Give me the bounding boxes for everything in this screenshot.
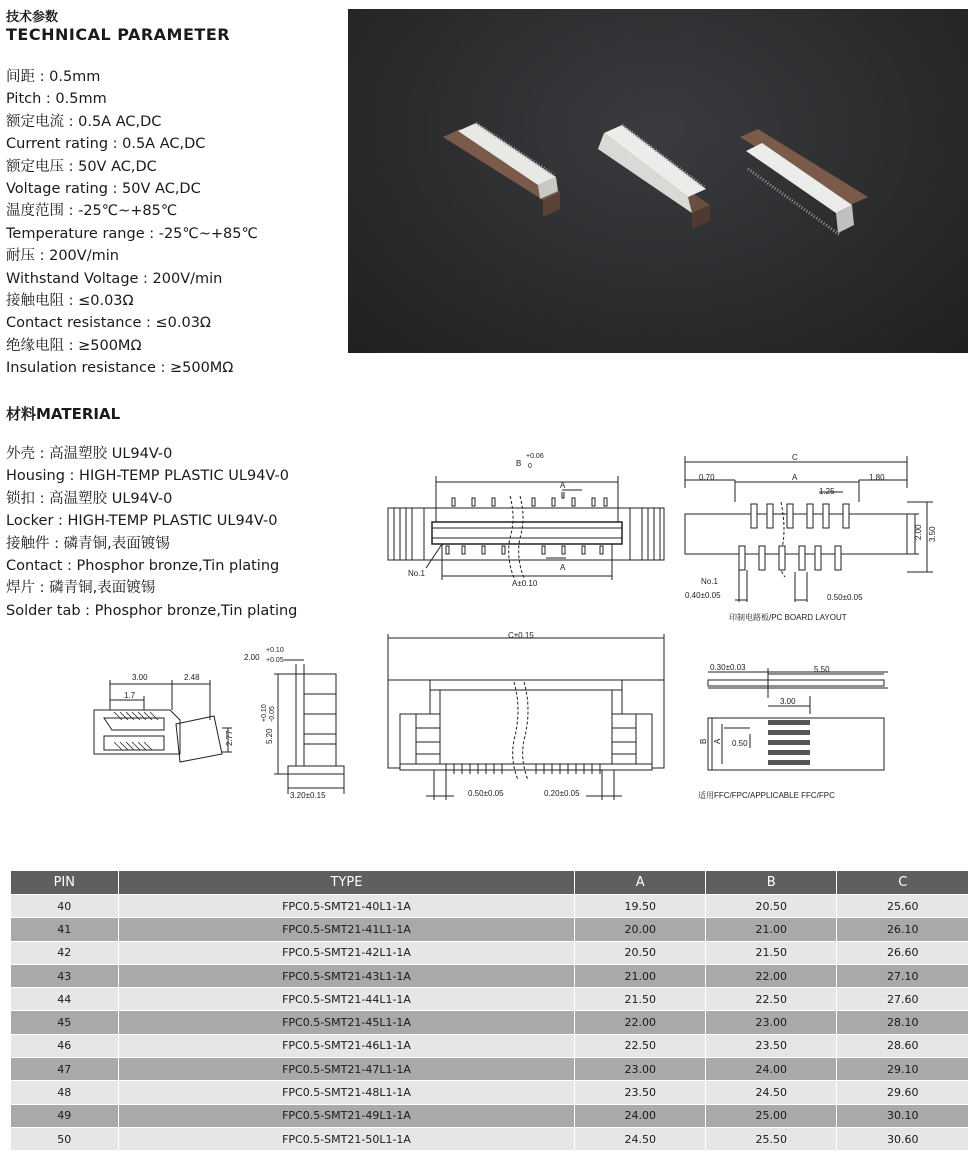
dim-b: B: [516, 459, 522, 468]
cell-c: 26.60: [837, 941, 968, 964]
fpc-caption: 适用FFC/FPC/APPLICABLE FFC/FPC: [698, 791, 835, 800]
cell-c: 28.10: [837, 1011, 968, 1034]
cell-type: FPC0.5-SMT21-43L1-1A: [118, 964, 575, 987]
material-item: Solder tab : Phosphor bronze,Tin plating: [6, 602, 298, 619]
front-dim-020: 0.20±0.05: [544, 789, 580, 798]
cell-pin: 41: [11, 918, 118, 941]
top-view-drawing: [386, 448, 668, 588]
title-en: TECHNICAL PARAMETER: [6, 25, 231, 44]
product-photo: [348, 9, 968, 353]
front-dim-c: C±0.15: [508, 631, 534, 640]
pcb-dim-a: A: [792, 473, 798, 482]
material-item: 外壳 : 高温塑胶 UL94V-0: [6, 446, 173, 462]
col-header-c: C: [837, 871, 968, 895]
pcb-dim-200: 2.00: [914, 524, 923, 540]
pcb-dim-c: C: [792, 453, 798, 462]
dim-a-tol: A±0.10: [512, 579, 538, 588]
table-row: [11, 988, 968, 1011]
cell-type: FPC0.5-SMT21-41L1-1A: [118, 918, 575, 941]
spec-item: Withstand Voltage : 200V/min: [6, 270, 223, 287]
spec-item: 温度范围 : -25℃~+85℃: [6, 203, 178, 220]
section-drawing: [84, 670, 244, 770]
table-row: [11, 964, 968, 987]
section-dim-300: 3.00: [132, 673, 148, 682]
spec-table: [11, 871, 968, 1150]
material-item: Contact : Phosphor bronze,Tin plating: [6, 558, 280, 575]
cell-type: FPC0.5-SMT21-46L1-1A: [118, 1034, 575, 1057]
title-cn: 技术参数: [6, 10, 59, 25]
spec-item: 绝缘电阻 : ≥500MΩ: [6, 337, 142, 354]
dim-b-tol-plus: +0.06: [526, 453, 544, 460]
cell-pin: 44: [11, 988, 118, 1011]
cell-pin: 50: [11, 1127, 118, 1150]
table-row: [11, 1058, 968, 1081]
table-row: [11, 1034, 968, 1057]
cell-c: 25.60: [837, 895, 968, 918]
col-header-b: B: [705, 871, 837, 895]
spec-item: 额定电流 : 0.5A AC,DC: [6, 113, 162, 130]
cell-a: 24.50: [575, 1127, 706, 1150]
spec-item: 接触电阻 : ≤0.03Ω: [6, 293, 134, 310]
cell-a: 20.00: [575, 918, 706, 941]
cell-b: 23.00: [705, 1011, 837, 1034]
pcb-dim-125: 1.25: [819, 487, 835, 496]
table-row: [11, 1127, 968, 1150]
spec-item: Contact resistance : ≤0.03Ω: [6, 315, 211, 332]
cell-type: FPC0.5-SMT21-45L1-1A: [118, 1011, 575, 1034]
cell-pin: 49: [11, 1104, 118, 1127]
connector-right: [740, 129, 868, 235]
cell-b: 21.50: [705, 941, 837, 964]
front-view-drawing: [386, 630, 668, 802]
side-dim-520: 5.20: [265, 728, 274, 744]
cell-b: 20.50: [705, 895, 837, 918]
cell-a: 22.50: [575, 1034, 706, 1057]
cell-c: 27.60: [837, 988, 968, 1011]
spec-item: Pitch : 0.5mm: [6, 91, 107, 108]
cell-b: 24.00: [705, 1058, 837, 1081]
material-title: 材料MATERIAL: [6, 405, 121, 423]
cell-a: 22.00: [575, 1011, 706, 1034]
side-dim-320: 3.20±0.15: [290, 791, 326, 800]
fpc-drawing: [698, 658, 888, 804]
spec-item: 额定电压 : 50V AC,DC: [6, 158, 157, 175]
table-row: [11, 1081, 968, 1104]
connector-left: [443, 123, 560, 217]
cell-b: 22.50: [705, 988, 837, 1011]
col-header-pin: PIN: [11, 871, 118, 895]
connector-photo-illustration: [348, 9, 968, 353]
connector-middle: [598, 125, 710, 229]
no1-label: No.1: [408, 569, 425, 578]
side-view-drawing: [244, 644, 354, 800]
material-item: 焊片 : 磷青铜,表面镀锡: [6, 580, 156, 597]
spec-list: [6, 66, 346, 380]
cell-c: 30.10: [837, 1104, 968, 1127]
cell-c: 28.60: [837, 1034, 968, 1057]
cell-type: FPC0.5-SMT21-49L1-1A: [118, 1104, 575, 1127]
cell-pin: 46: [11, 1034, 118, 1057]
pcb-layout-drawing: [683, 452, 943, 624]
cell-c: 29.60: [837, 1081, 968, 1104]
spec-item: Current rating : 0.5A AC,DC: [6, 136, 206, 153]
spec-item: 耐压 : 200V/min: [6, 248, 119, 265]
cell-pin: 45: [11, 1011, 118, 1034]
side-dim-520-tol2: -0.05: [269, 706, 276, 722]
cell-a: 19.50: [575, 895, 706, 918]
cell-type: FPC0.5-SMT21-48L1-1A: [118, 1081, 575, 1104]
side-dim-520-tol1: +0.10: [261, 704, 268, 722]
cell-pin: 47: [11, 1058, 118, 1081]
section-dim-248: 2.48: [184, 673, 200, 682]
pcb-dim-180: 1.80: [869, 473, 885, 482]
cell-a: 24.00: [575, 1104, 706, 1127]
cell-c: 26.10: [837, 918, 968, 941]
cell-pin: 48: [11, 1081, 118, 1104]
pcb-caption: 印制电路板/PC BOARD LAYOUT: [729, 613, 847, 622]
pcb-no1: No.1: [701, 577, 718, 586]
cell-a: 21.00: [575, 964, 706, 987]
section-dim-17: 1.7: [124, 691, 136, 700]
dim-a-top: A: [560, 481, 566, 490]
fpc-dim-030: 0.30±0.03: [710, 663, 746, 672]
table-row: [11, 918, 968, 941]
spec-item: Voltage rating : 50V AC,DC: [6, 181, 201, 198]
cell-b: 23.50: [705, 1034, 837, 1057]
fpc-dim-300: 3.00: [780, 697, 796, 706]
fpc-dim-550: 5.50: [814, 665, 830, 674]
side-dim-200-tol1: +0.10: [266, 647, 284, 654]
front-dim-050: 0.50±0.05: [468, 789, 504, 798]
cell-b: 25.00: [705, 1104, 837, 1127]
pcb-dim-350: 3.50: [928, 526, 937, 542]
cell-b: 21.00: [705, 918, 837, 941]
pcb-dim-050: 0.50±0.05: [827, 593, 863, 602]
table-row: [11, 941, 968, 964]
spec-item: 间距 : 0.5mm: [6, 69, 101, 85]
section-dim-277: 2.77: [225, 730, 234, 746]
col-header-a: A: [575, 871, 706, 895]
dim-b-tol-base: 0: [528, 463, 532, 470]
material-item: 接触件 : 磷青铜,表面镀锡: [6, 535, 170, 552]
cell-a: 23.00: [575, 1058, 706, 1081]
spec-item: Insulation resistance : ≥500MΩ: [6, 360, 234, 377]
side-dim-200: 2.00: [244, 653, 260, 662]
cell-c: 27.10: [837, 964, 968, 987]
pcb-dim-070: 0.70: [699, 473, 715, 482]
cell-type: FPC0.5-SMT21-40L1-1A: [118, 895, 575, 918]
cell-type: FPC0.5-SMT21-42L1-1A: [118, 941, 575, 964]
cell-pin: 43: [11, 964, 118, 987]
side-dim-200-tol2: +0.05: [266, 657, 284, 664]
dim-a-bottom: A: [560, 563, 566, 572]
cell-a: 20.50: [575, 941, 706, 964]
cell-type: FPC0.5-SMT21-44L1-1A: [118, 988, 575, 1011]
material-item: 锁扣 : 高温塑胶 UL94V-0: [6, 490, 173, 507]
cell-type: FPC0.5-SMT21-50L1-1A: [118, 1127, 575, 1150]
cell-c: 29.10: [837, 1058, 968, 1081]
cell-b: 25.50: [705, 1127, 837, 1150]
table-row: [11, 1011, 968, 1034]
cell-b: 24.50: [705, 1081, 837, 1104]
fpc-dim-b: B: [699, 738, 708, 744]
material-item: Locker : HIGH-TEMP PLASTIC UL94V-0: [6, 513, 278, 530]
pcb-dim-040: 0.40±0.05: [685, 591, 721, 600]
table-row: [11, 1104, 968, 1127]
table-header-row: [11, 871, 968, 895]
cell-c: 30.60: [837, 1127, 968, 1150]
fpc-dim-a: A: [713, 738, 722, 744]
cell-b: 22.00: [705, 964, 837, 987]
material-item: Housing : HIGH-TEMP PLASTIC UL94V-0: [6, 468, 289, 485]
col-header-type: TYPE: [118, 871, 575, 895]
table-row: [11, 895, 968, 918]
fpc-dim-050: 0.50: [732, 739, 748, 748]
cell-type: FPC0.5-SMT21-47L1-1A: [118, 1058, 575, 1081]
spec-item: Temperature range : -25℃~+85℃: [6, 225, 258, 242]
material-list: [6, 443, 346, 622]
cell-a: 21.50: [575, 988, 706, 1011]
cell-pin: 42: [11, 941, 118, 964]
cell-pin: 40: [11, 895, 118, 918]
cell-a: 23.50: [575, 1081, 706, 1104]
